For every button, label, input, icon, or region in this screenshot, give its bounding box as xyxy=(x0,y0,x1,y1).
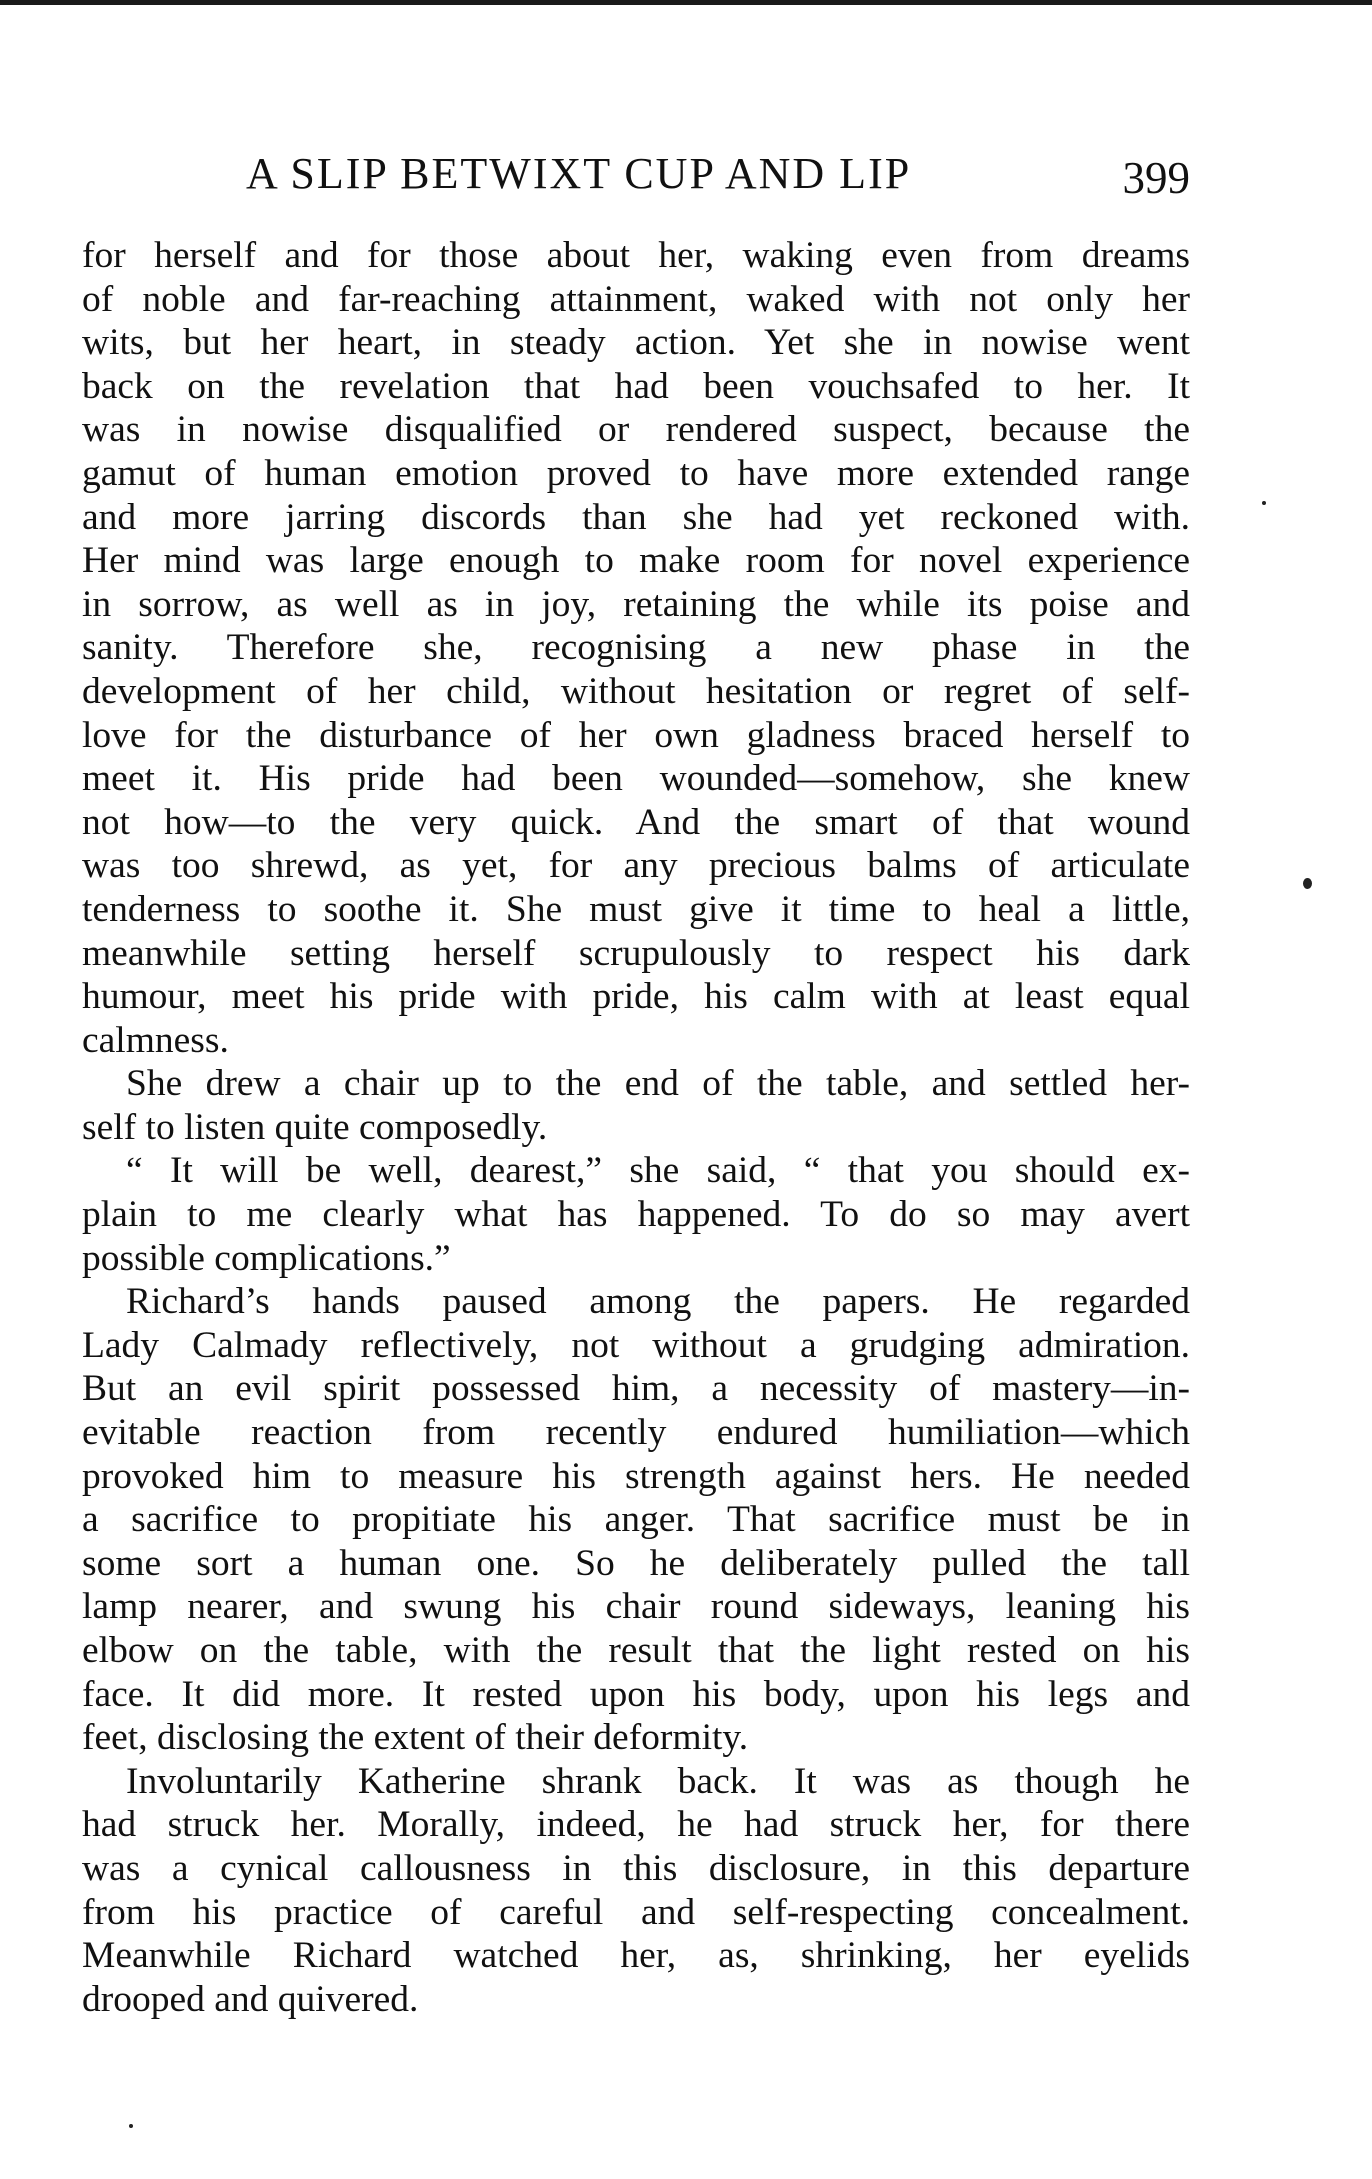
text-line: Involuntarily Katherine shrank back. It was as though he xyxy=(126,1760,1190,1802)
text-line: meet it. His pride had been wounded—somehow, she knew xyxy=(82,758,1190,800)
text-line: for herself and for those about her, waking even from dreams xyxy=(82,235,1190,276)
text-line: self to listen quite composedly. xyxy=(82,1106,548,1148)
text-line: face. It did more. It rested upon his body, upon his legs and xyxy=(82,1673,1190,1715)
text-line: lamp nearer, and swung his chair round sideways, leaning his xyxy=(82,1586,1190,1628)
text-line: was a cynical callousness in this disclosure, in this departure xyxy=(82,1847,1190,1889)
text-line: provoked him to measure his strength against hers. He needed xyxy=(82,1455,1190,1497)
body-text xyxy=(82,234,1190,2021)
text-line: evitable reaction from recently endured humiliation—which xyxy=(82,1412,1190,1454)
text-line: But an evil spirit possessed him, a necessity of mastery—in- xyxy=(82,1368,1190,1410)
text-line: love for the disturbance of her own gladness braced herself to xyxy=(82,714,1190,756)
text-line: had struck her. Morally, indeed, he had struck her, for there xyxy=(82,1804,1190,1846)
text-line: was too shrewd, as yet, for any precious balms of articulate xyxy=(82,845,1190,887)
text-line: drooped and quivered. xyxy=(82,1978,419,2020)
text-line: sanity. Therefore she, recognising a new phase in the xyxy=(82,627,1190,669)
top-rule xyxy=(0,0,1372,5)
text-line: wits, but her heart, in steady action. Yet she in nowise went xyxy=(82,322,1190,364)
text-line: plain to me clearly what has happened. To do so may avert xyxy=(82,1194,1190,1236)
text-line: “ It will be well, dearest,” she said, “ that you should ex- xyxy=(126,1150,1190,1192)
text-line: Lady Calmady reflectively, not without a grudging admiration. xyxy=(82,1324,1190,1366)
running-title: A SLIP BETWIXT CUP AND LIP xyxy=(246,149,912,198)
text-line: back on the revelation that had been vouchsafed to her. It xyxy=(82,365,1190,407)
print-speck xyxy=(1262,501,1266,505)
text-line: was in nowise disqualified or rendered suspect, because the xyxy=(82,409,1190,451)
print-speck xyxy=(1303,878,1312,889)
text-line: calmness. xyxy=(82,1019,229,1061)
page-header xyxy=(82,138,1190,203)
text-line: Richard’s hands paused among the papers. He regarded xyxy=(126,1281,1190,1323)
text-line: tenderness to soothe it. She must give it time to heal a little, xyxy=(82,888,1190,930)
text-line: a sacrifice to propitiate his anger. That sacrifice must be in xyxy=(82,1499,1190,1541)
text-line: She drew a chair up to the end of the table, and settled her- xyxy=(126,1063,1190,1105)
text-line: Meanwhile Richard watched her, as, shrinking, her eyelids xyxy=(82,1935,1190,1977)
text-line: and more jarring discords than she had yet reckoned with. xyxy=(82,496,1190,538)
text-line: possible complications.” xyxy=(82,1237,451,1279)
text-line: development of her child, without hesitation or regret of self- xyxy=(82,670,1190,712)
text-line: elbow on the table, with the result that the light rested on his xyxy=(82,1630,1190,1671)
text-line: feet, disclosing the extent of their deformity. xyxy=(82,1717,749,1759)
text-line: humour, meet his pride with pride, his calm with at least equal xyxy=(82,976,1190,1018)
print-speck xyxy=(129,2124,133,2128)
text-line: in sorrow, as well as in joy, retaining the while its poise and xyxy=(82,583,1190,625)
text-line: from his practice of careful and self-respecting concealment. xyxy=(82,1891,1190,1933)
text-line: meanwhile setting herself scrupulously to respect his dark xyxy=(82,932,1190,974)
text-line: some sort a human one. So he deliberately pulled the tall xyxy=(82,1542,1190,1584)
text-line: gamut of human emotion proved to have more extended range xyxy=(82,452,1190,494)
page-number: 399 xyxy=(1122,153,1190,203)
text-line: of noble and far-reaching attainment, waked with not only her xyxy=(82,278,1190,320)
text-line: not how—to the very quick. And the smart of that wound xyxy=(82,801,1190,843)
text-line: Her mind was large enough to make room for novel experience xyxy=(82,540,1190,582)
